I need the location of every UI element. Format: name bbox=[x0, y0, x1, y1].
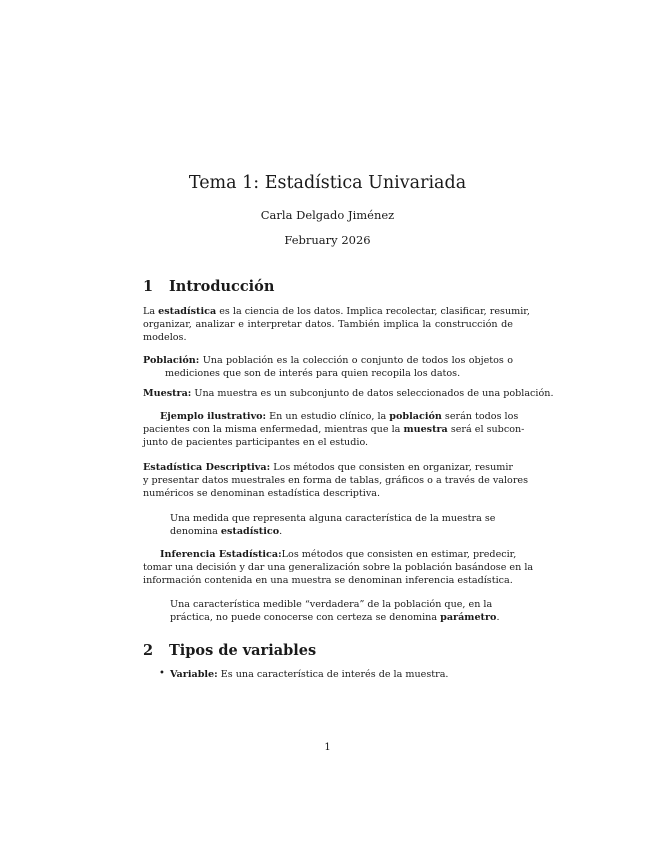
section-number: 1 bbox=[143, 278, 154, 295]
bold-term: Inferencia Estadística: bbox=[160, 549, 282, 560]
text-line: Una característica medible “verdadera” de la población que, en la bbox=[170, 599, 493, 610]
bold-term: parámetro bbox=[440, 612, 497, 623]
bold-term: estadístico bbox=[220, 526, 280, 537]
text-line: información contenida en una muestra se denominan inferencia estadística. bbox=[143, 575, 513, 586]
text-line: Ejemplo ilustrativo: En un estudio clínico, la población serán todos los bbox=[160, 411, 519, 422]
text-line: Variable: Es una característica de interés de la muestra. bbox=[170, 669, 449, 680]
section-title: Introducción bbox=[169, 278, 275, 295]
text-line: mediciones que son de interés para quien recopila los datos. bbox=[165, 368, 461, 379]
bold-term: Variable: bbox=[170, 669, 218, 680]
bold-term: estadística bbox=[158, 306, 217, 317]
section-heading-tipos-de-variables bbox=[143, 642, 316, 659]
document-title: Tema 1: Estadística Univariada bbox=[188, 173, 467, 193]
text-line: y presentar datos muestrales en forma de tablas, gráficos o a través de valores bbox=[143, 475, 529, 486]
section-number: 2 bbox=[143, 642, 154, 659]
document-author: Carla Delgado Jiménez bbox=[260, 208, 395, 222]
text-line: práctica, no puede conocerse con certeza se denomina parámetro. bbox=[170, 612, 500, 623]
document-date: February 2026 bbox=[284, 233, 371, 247]
bold-term: Ejemplo ilustrativo: bbox=[160, 411, 267, 422]
page-number: 1 bbox=[324, 742, 331, 753]
text-line: La estadística es la ciencia de los datos. Implica recolectar, clasificar, resumir, bbox=[143, 306, 530, 317]
text-line: Inferencia Estadística:Los métodos que consisten en estimar, predecir, bbox=[160, 549, 517, 560]
section-title: Tipos de variables bbox=[169, 642, 317, 659]
text-line: Población: Una población es la colección o conjunto de todos los objetos o bbox=[143, 355, 513, 366]
text-line: denomina estadístico. bbox=[170, 526, 283, 537]
text-line: numéricos se denominan estadística descriptiva. bbox=[143, 488, 381, 499]
text-line: Muestra: Una muestra es un subconjunto de datos seleccionados de una población. bbox=[143, 388, 554, 399]
bold-term: Población: bbox=[143, 355, 200, 366]
bullet-icon: • bbox=[159, 668, 165, 679]
text-line: Una medida que representa alguna característica de la muestra se bbox=[170, 513, 496, 524]
text-line: tomar una decisión y dar una generalización sobre la población basándose en la bbox=[143, 562, 534, 573]
text-line: modelos. bbox=[143, 332, 187, 343]
bold-term: Estadística Descriptiva: bbox=[143, 462, 271, 473]
section-heading-introduccion bbox=[143, 278, 274, 295]
text-line: Estadística Descriptiva: Los métodos que consisten en organizar, resumir bbox=[143, 462, 513, 473]
text-line: organizar, analizar e interpretar datos. También implica la construcción de bbox=[143, 319, 513, 330]
text-line: pacientes con la misma enfermedad, mientras que la muestra será el subcon- bbox=[143, 424, 525, 435]
text-line: junto de pacientes participantes en el estudio. bbox=[143, 437, 369, 448]
bold-term: Muestra: bbox=[143, 388, 192, 399]
